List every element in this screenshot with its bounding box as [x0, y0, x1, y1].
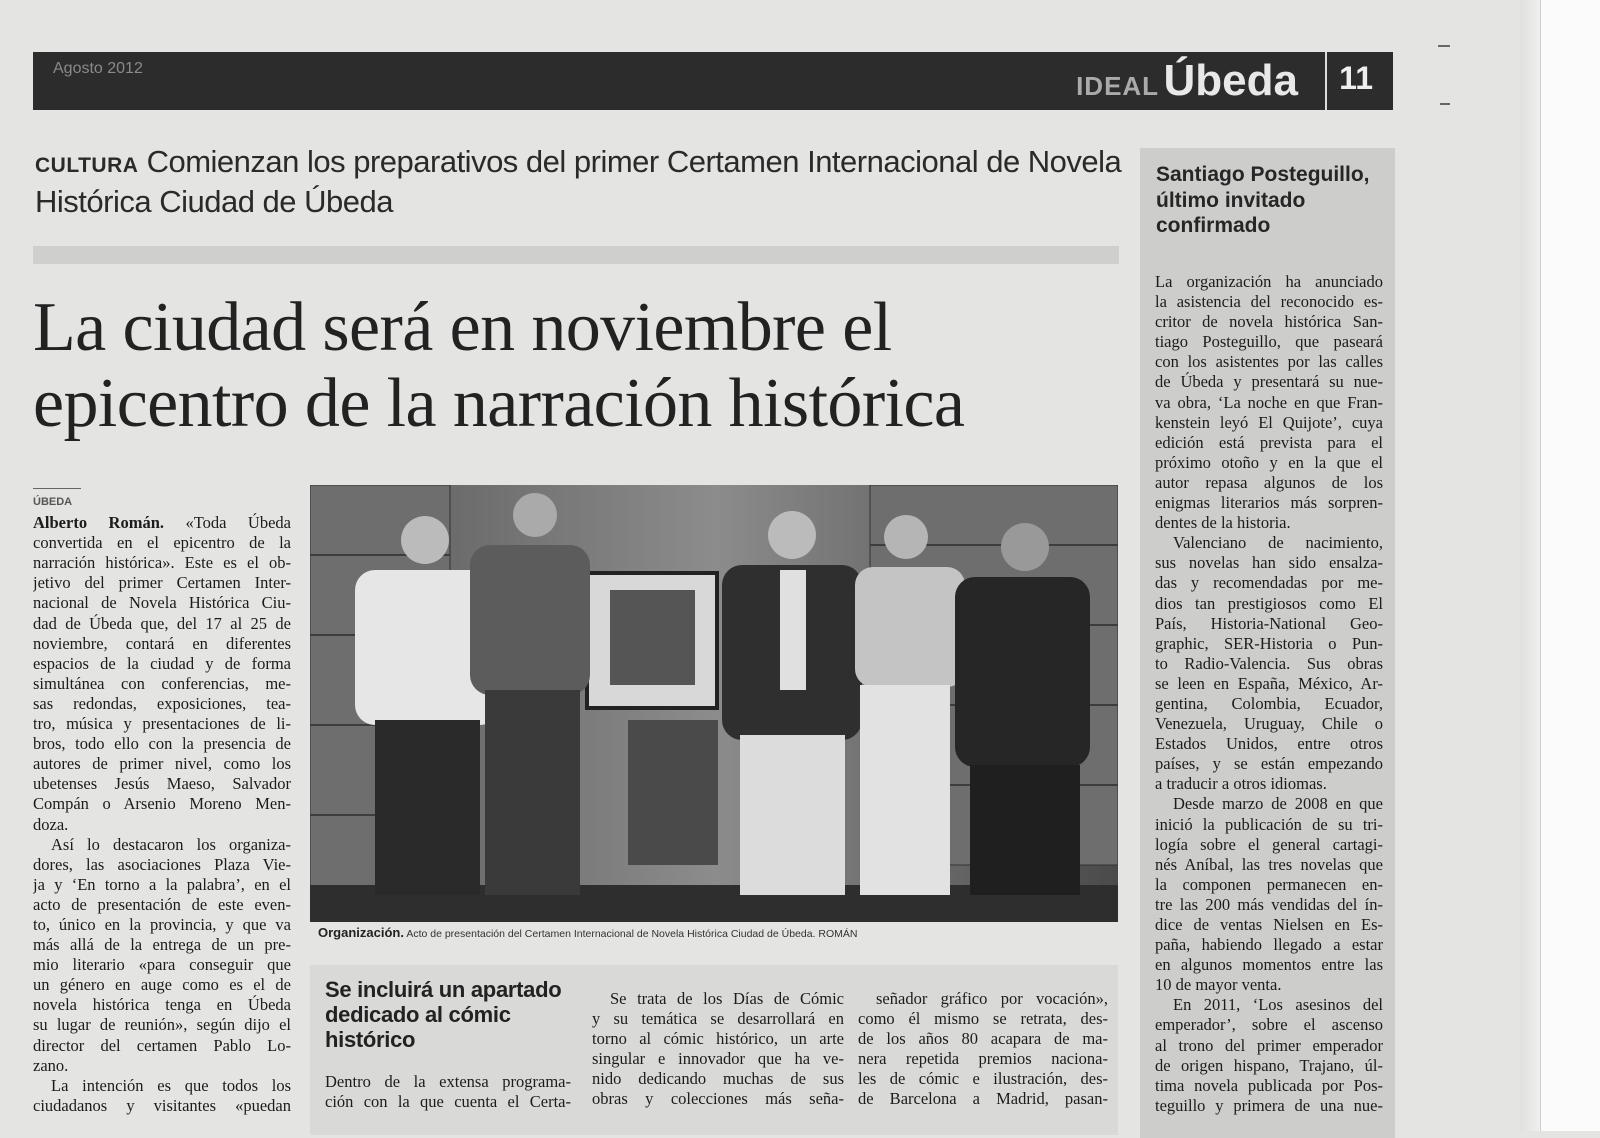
text-line: noviembre, contará en diferentes — [33, 633, 291, 653]
text-line: 10 de mayor venta. — [1155, 975, 1282, 995]
paper-shadow — [1520, 0, 1540, 1131]
text-line: tro, música y presentaciones de li- — [33, 714, 291, 734]
text-line: zano. — [33, 1055, 69, 1075]
photo-image — [310, 485, 1118, 922]
text-line: sas redondas, exposiciones, tea- — [33, 693, 291, 713]
text-line: la componen permanecen en- — [1155, 874, 1383, 894]
text-line: Dentro de la extensa programa- — [325, 1072, 571, 1091]
text-line: de Úbeda y presentará su nue- — [1155, 372, 1383, 392]
text-line: en algunos momentos entre las — [1155, 955, 1383, 975]
text-line: dentes de la historia. — [1155, 513, 1291, 533]
text-line: ciudadanos y visitantes «puedan — [33, 1095, 291, 1115]
caption-text: Acto de presentación del Certamen Internacional de Novela Histórica Ciudad de Úbeda. ROMÁN — [406, 928, 858, 940]
sidebar-box — [1140, 148, 1395, 1138]
dateline-location: ÚBEDA — [33, 496, 73, 508]
text-line: kenstein leyó El Quijote’, cuya — [1155, 412, 1383, 432]
text-line: autores de primer nivel, como los — [33, 754, 291, 774]
text-line: dios tan prestigiosos como El — [1155, 593, 1383, 613]
text-line: Venezuela, Uruguay, Chile o — [1155, 714, 1383, 734]
masthead — [1076, 56, 1298, 106]
text-line: edición está prevista para el — [1155, 432, 1383, 452]
text-line: va obra, ‘La noche en que Fran- — [1155, 392, 1383, 412]
article-paragraphs — [33, 513, 291, 1116]
text-line: singular e innovador que ha ve- — [592, 1049, 844, 1069]
comic-section-box — [310, 965, 1118, 1135]
comic-section-heading: Se incluirá un apartado dedicado al cómic histórico — [325, 977, 562, 1052]
text-line: critor de novela histórica San- — [1155, 312, 1383, 332]
text-line: inició la publicación de su tri- — [1155, 814, 1383, 834]
text-line: como él mismo se retrata, des- — [858, 1009, 1108, 1029]
divider — [1325, 52, 1327, 110]
headline-line-1: La ciudad será en noviembre el — [33, 289, 892, 366]
text-line: gentina, Colombia, Ecuador, — [1155, 693, 1383, 713]
scan-marks — [1436, 40, 1456, 120]
sidebar-heading: Santiago Posteguillo, último invitado confirmado — [1156, 163, 1370, 237]
text-line: un género en auge como es el de — [33, 975, 291, 995]
text-line: Así lo destacaron los organiza- — [51, 834, 291, 854]
page-header-bar — [33, 52, 1393, 110]
text-line: sus novelas han sido ensalza- — [1155, 553, 1383, 573]
text-line: En 2011, ‘Los asesinos del — [1173, 995, 1383, 1015]
text-line: tiago Posteguillo, que paseará — [1155, 332, 1383, 352]
text-line: País, Historia-National Geo- — [1155, 613, 1383, 633]
text-line: graphic, SER-Historia o Pun- — [1155, 633, 1383, 653]
caption-label: Organización. — [318, 925, 404, 940]
text-line: ción con la que cuenta el Certa- — [325, 1092, 571, 1112]
comic-column-2 — [592, 989, 844, 1110]
comic-column-1 — [325, 1072, 571, 1112]
text-line: al trono del primer emperador — [1155, 1035, 1383, 1055]
text-line: to, único en la provincia, y que va — [33, 914, 291, 934]
text-line: nacional de Novela Histórica Ciu- — [33, 593, 291, 613]
text-line: to Radio-Valencia. Sus obras — [1155, 653, 1383, 673]
text-line: tre las 200 más vendidas del ín- — [1155, 894, 1383, 914]
text-line: novela histórica tenga en Úbeda — [33, 995, 291, 1015]
text-line: paña, habiendo llegado a estar — [1155, 935, 1383, 955]
text-line: convertida en el epicentro de la — [33, 533, 291, 553]
byline-rule — [33, 488, 81, 489]
text-line: mio literario «para conseguir que — [33, 955, 291, 975]
text-line: dad de Úbeda que, del 17 al 25 de — [33, 613, 291, 633]
text-line: a traducir a otros idiomas. — [1155, 774, 1327, 794]
page-number: 11 — [1339, 60, 1373, 96]
kicker-text: Comienzan los preparativos del primer Certamen Internacional de Novela Histórica Ciudad de Úbeda — [35, 144, 1122, 219]
text-line: nido dedicando muchas de sus — [592, 1069, 844, 1089]
text-line: logía sobre el general cartagi- — [1155, 834, 1383, 854]
text-line: nés Aníbal, las tres novelas que — [1155, 854, 1383, 874]
photo-caption — [318, 925, 857, 940]
text-line: de Barcelona a Madrid, pasan- — [858, 1089, 1108, 1109]
text-span: «Toda Úbeda — [164, 513, 291, 533]
text-line: Se trata de los Días de Cómic — [610, 989, 844, 1008]
kicker — [35, 144, 1125, 220]
text-line: espacios de la ciudad y de forma — [33, 653, 291, 673]
sidebar-body — [1155, 272, 1383, 1116]
text-line: próximo otoño y en la que el — [1155, 452, 1383, 472]
text-line: La intención es que todos los — [51, 1075, 291, 1095]
text-line: dice de ventas Nielsen en Es- — [1155, 915, 1383, 934]
text-line: obras y colecciones más seña- — [592, 1089, 844, 1109]
text-line: les de cómic e ilustración, des- — [858, 1069, 1108, 1089]
text-line: de origen hispano, Trajano, úl- — [1155, 1055, 1383, 1075]
text-line: y su temática se desarrollará en — [592, 1009, 844, 1029]
text-line: emperador’, sobre el ascenso — [1155, 1015, 1383, 1035]
text-line: dores, las asociaciones Plaza Vie- — [33, 854, 291, 874]
section-city: Úbeda — [1163, 56, 1298, 105]
article-photo — [310, 485, 1118, 922]
text-line: Desde marzo de 2008 en que — [1173, 794, 1383, 814]
divider-band — [33, 246, 1119, 264]
issue-date: Agosto 2012 — [53, 60, 143, 77]
text-line: tima novela publicada por Pos- — [1155, 1075, 1383, 1095]
text-line: doza. — [33, 814, 69, 834]
text-line: acto de presentación de este even- — [33, 894, 291, 914]
text-line: das y recomendadas por me- — [1155, 573, 1383, 593]
text-line: su lugar de reunión», según dijo el — [33, 1015, 291, 1035]
text-line: teguillo y primera de una nue- — [1155, 1095, 1383, 1115]
paper-edge — [1540, 0, 1600, 1131]
text-line: con los asistentes por las calles — [1155, 352, 1383, 372]
text-line: narración histórica». Este es el ob- — [33, 553, 291, 573]
text-line: ubetenses Jesús Maeso, Salvador — [33, 774, 291, 794]
headline — [33, 290, 1133, 442]
text-line: se leen en España, México, Ar- — [1155, 673, 1383, 693]
text-line: de los años 80 acapara de ma- — [858, 1029, 1108, 1049]
text-line: bros, todo ello con la presencia de — [33, 734, 291, 754]
text-line: autor repasa algunos de los — [1155, 472, 1383, 492]
article-body — [33, 488, 291, 1116]
brand-name: IDEAL — [1076, 71, 1160, 101]
text-line: Compán o Arsenio Moreno Men- — [33, 794, 291, 814]
text-line: señador gráfico por vocación», — [876, 989, 1108, 1008]
headline-line-2: epicentro de la narración histórica — [33, 365, 965, 442]
text-line: más allá de la entrega de un pre- — [33, 935, 291, 955]
text-line: La organización ha anunciado — [1155, 272, 1383, 291]
comic-column-3 — [858, 989, 1108, 1110]
text-line: la asistencia del reconocido es- — [1155, 292, 1383, 312]
text-line: Estados Unidos, entre otros — [1155, 734, 1383, 754]
text-line: enigmas literarios más sorpren- — [1155, 493, 1383, 513]
text-line: ja y ‘En torno a la palabra’, en el — [33, 874, 291, 894]
section-label: CULTURA — [35, 154, 139, 177]
text-line — [33, 513, 291, 533]
text-line: países, y se están empezando — [1155, 754, 1383, 774]
text-line: nera repetida premios naciona- — [858, 1049, 1108, 1069]
text-line: torno al cómic histórico, un arte — [592, 1029, 844, 1049]
text-line: Valenciano de nacimiento, — [1173, 533, 1383, 553]
text-line: jetivo del primer Certamen Inter- — [33, 573, 291, 593]
text-line: director del certamen Pablo Lo- — [33, 1035, 291, 1055]
text-line: simultánea con conferencias, me- — [33, 673, 291, 693]
author-name: Alberto Román. — [33, 513, 164, 533]
